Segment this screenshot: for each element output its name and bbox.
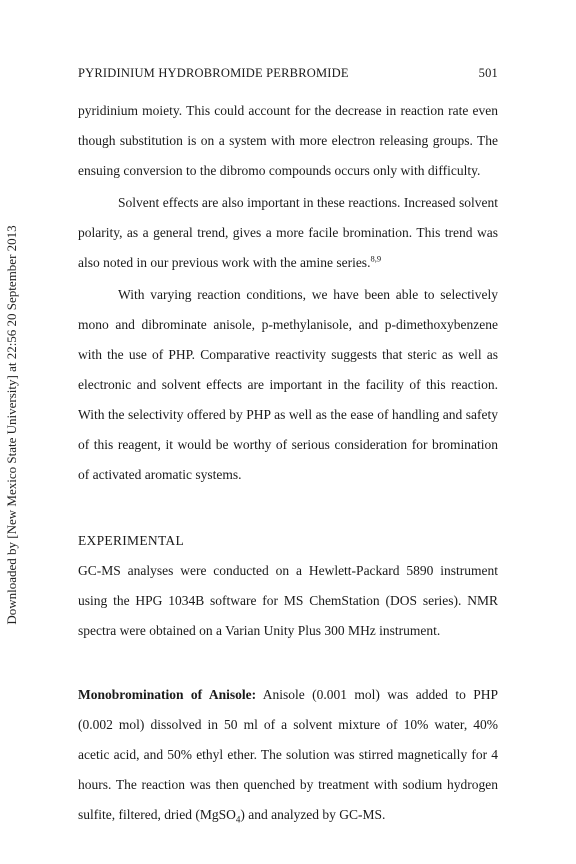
paragraph-5	[78, 680, 498, 830]
page-number: 501	[478, 66, 498, 80]
section-heading-experimental: EXPERIMENTAL	[78, 533, 185, 548]
paragraph-2	[78, 188, 498, 278]
paragraph-4: GC-MS analyses were conducted on a Hewlett-Packard 5890 instrument using the HPG 1034B software for MS ChemStation (DOS series). NMR spectra were obtained on a Varian Unity Plus 300 MHz instrument.	[78, 563, 498, 638]
download-watermark-text: Downloaded by [New Mexico State University] at 22:56 20 September 2013	[4, 225, 19, 625]
paragraph-5-tail: ) and analyzed by GC-MS.	[240, 807, 386, 822]
run-in-heading: Monobromination of Anisole:	[78, 687, 257, 702]
paragraph-2-text: Solvent effects are also important in these reactions. Increased solvent polarity, as a general trend, gives a more facile bromination. This trend was also noted in our previous work with the amine series.	[78, 195, 498, 270]
running-header	[78, 66, 498, 84]
formula-subscript: 4	[235, 814, 241, 825]
running-title: PYRIDINIUM HYDROBROMIDE PERBROMIDE	[78, 66, 349, 80]
citation-superscript: 8,9	[370, 253, 382, 264]
paragraph-3: With varying reaction conditions, we have been able to selectively mono and dibrominate anisole, p-methylanisole, and p-dimethoxybenzene with the use of PHP. Comparative reactivity suggests that steric as well as electronic and solvent effects are important in the facility of this reaction. With the selectivity offered by PHP as well as the ease of handling and safety of this reagent, it would be worthy of serious consideration for bromination of activated aromatic systems.	[78, 287, 498, 482]
paragraph-5-text: Anisole (0.001 mol) was added to PHP (0.002 mol) dissolved in 50 ml of a solvent mixture of 10% water, 40% acetic acid, and 50% ethyl ether. The solution was stirred magnetically for 4 hours. The reaction was then quenched by treatment with sodium hydrogen sulfite, filtered, dried (MgSO	[78, 687, 498, 822]
download-watermark	[2, 210, 22, 640]
page-body	[78, 66, 498, 830]
paragraph-1: pyridinium moiety. This could account for the decrease in reaction rate even though substitution is on a system with more electron releasing groups. The ensuing conversion to the dibromo compounds occurs only with difficulty.	[78, 103, 498, 178]
